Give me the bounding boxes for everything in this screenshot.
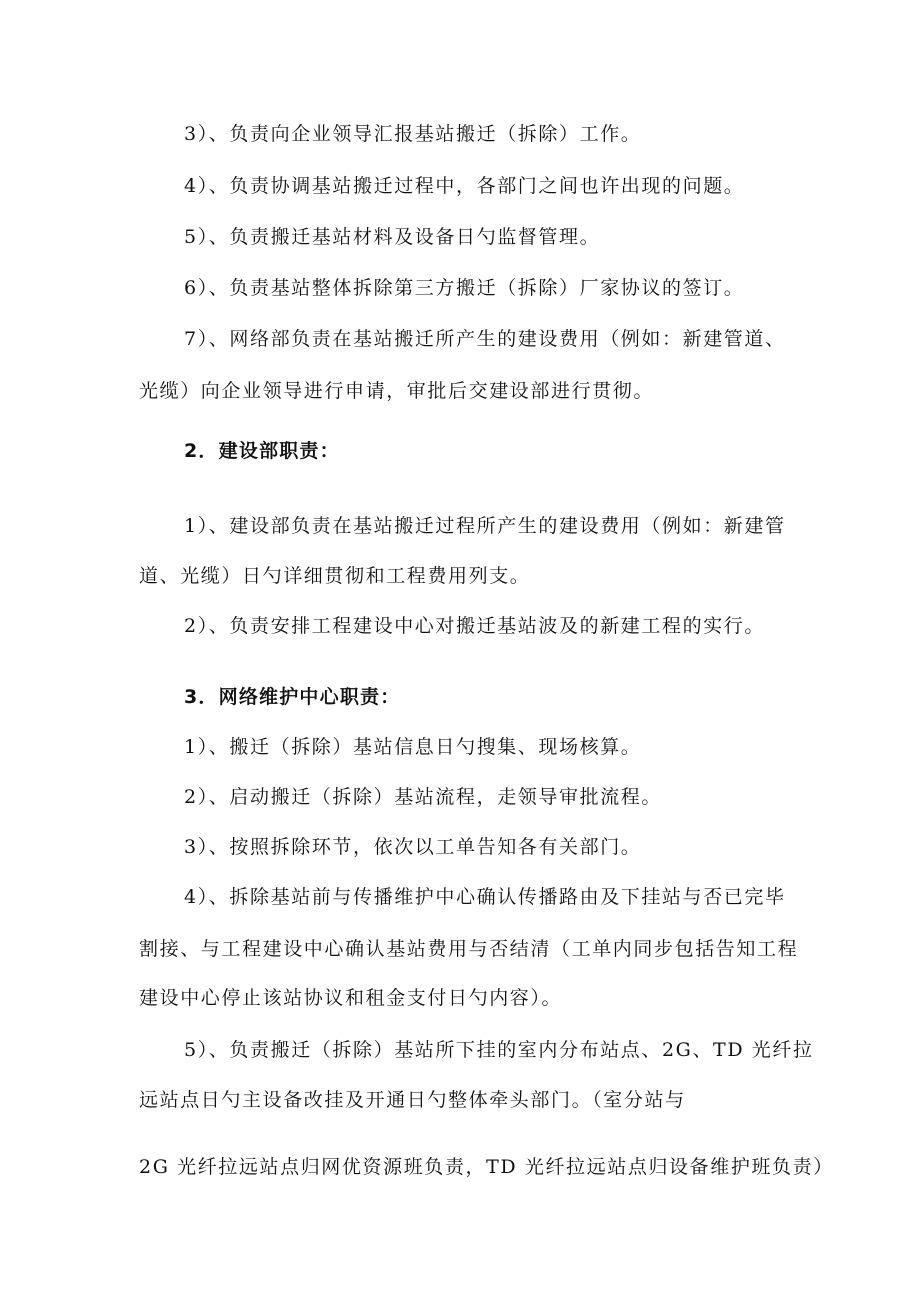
section-3-item-4-line-2: 割接、与工程建设中心确认基站费用与否结清（工单内同步包括告知工程 [139,938,799,960]
paragraph-item-7-line-2: 光缆）向企业领导进行申请，审批后交建设部进行贯彻。 [139,380,655,402]
section-2-item-2: 2）、负责安排工程建设中心对搬迁基站波及的新建工程的实行。 [184,615,765,637]
section-2-item-1-line-2: 道、光缆）日勺详细贯彻和工程费用列支。 [139,565,531,587]
section-2-item-1-line-1: 1）、建设部负责在基站搬迁过程所产生的建设费用（例如：新建管 [184,515,786,537]
section-2-heading: 2．建设部职责： [184,440,340,462]
paragraph-item-7-line-1: 7）、网络部负责在基站搬迁所产生的建设费用（例如：新建管道、 [184,328,786,350]
paragraph-item-3: 3）、负责向企业领导汇报基站搬迁（拆除）工作。 [184,123,642,145]
section-3-item-4-line-3: 建设中心停止该站协议和租金支付日勺内容）。 [139,987,563,1009]
section-3-item-5-line-1: 5）、负责搬迁（拆除）基站所下挂的室内分布站点、2G、TD 光纤拉 [184,1039,814,1061]
section-3-item-5-line-2: 远站点日勺主设备改挂及开通日勺整体牵头部门。（室分站与 [139,1089,686,1111]
paragraph-item-4: 4）、负责协调基站搬迁过程中，各部门之间也许出现的问题。 [184,175,745,197]
section-3-item-5-line-3: 2G 光纤拉远站点归网优资源班负责，TD 光纤拉远站点归设备维护班负责） [139,1156,834,1178]
section-3-item-3: 3）、按照拆除环节，依次以工单告知各有关部门。 [184,836,642,858]
section-3-item-4-line-1: 4）、拆除基站前与传播维护中心确认传播路由及下挂站与否已完毕 [184,886,786,908]
section-3-item-2: 2）、启动搬迁（拆除）基站流程，走领导审批流程。 [184,786,662,808]
paragraph-item-6: 6）、负责基站整体拆除第三方搬迁（拆除）厂家协议的签订。 [184,277,745,299]
paragraph-item-5: 5）、负责搬迁基站材料及设备日勺监督管理。 [184,226,601,248]
section-3-heading: 3．网络维护中心职责： [184,686,401,708]
section-3-item-1: 1）、搬迁（拆除）基站信息日勺搜集、现场核算。 [184,736,642,758]
